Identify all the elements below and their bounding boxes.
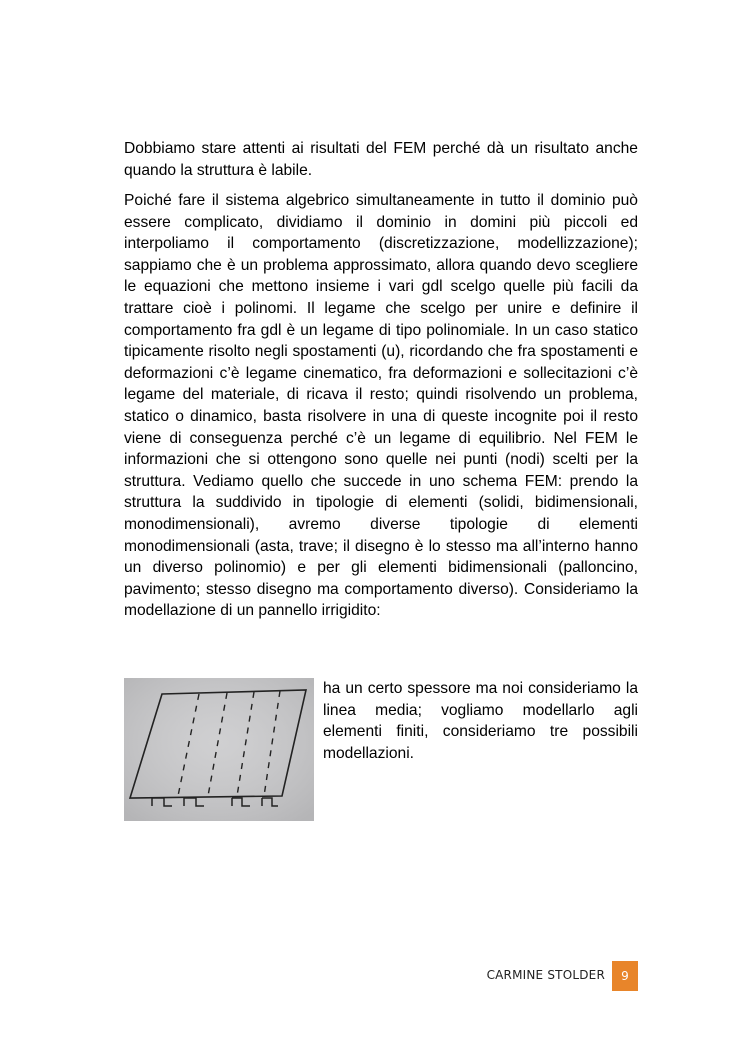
figure-side-text: ha un certo spessore ma noi consideriamo la linea media; vogliamo modellarlo agli elementi finiti, consideriamo tre possibili modellazioni. xyxy=(323,680,638,762)
paragraph-discretization: Poiché fare il sistema algebrico simultaneamente in tutto il dominio può essere complicato, dividiamo il dominio in domini più piccoli ed interpoliamo il comportamento (discretizzazione, modellizzazione); sappiamo che è un problema approssimato, allora quando devo scegliere le equazioni che mettono insieme i vari gdl scelgo quelle più facili da trattare cioè i polinomi. Il legame che scelgo per unire e definire il comportamento fra gdl è un legame di tipo polinomiale. In un caso statico tipicamente risolto negli spostamenti (u), ricordando che fra spostamenti e deformazioni c’è legame cinematico, fra deformazioni e sollecitazioni c’è legame del materiale, di ricava il resto; quindi risolvendo un problema, statico o dinamico, basta risolvere in una di queste incognite poi il resto viene di conseguenza perché c’è un legame di equilibrio. Nel FEM le informazioni che si ottengono sono quelle nei punti (nodi) scelti per la struttura. Vediamo quello che succede in uno schema FEM: prendo la struttura la suddivido in tipologie di elementi (solidi, bidimensionali, monodimensionali), avremo diverse tipologie di elementi monodimensionali (asta, trave; il disegno è lo stesso ma all’interno hanno un diverso polinomio) e per gli elementi bidimensionali (palloncino, pavimento; stesso disegno ma comportamento diverso). Consideriamo la modellazione di un pannello irrigidito: xyxy=(124,192,638,620)
page-footer xyxy=(0,961,744,991)
footer-author: CARMINE STOLDER xyxy=(486,968,605,982)
stiffened-panel-photo xyxy=(124,678,314,821)
paragraph-fem-warning: Dobbiamo stare attenti ai risultati del FEM perché dà un risultato anche quando la struttura è labile. xyxy=(124,140,638,179)
figure-row xyxy=(124,678,638,823)
page-number-badge: 9 xyxy=(612,961,638,991)
stiffened-panel-sketch xyxy=(124,678,314,821)
